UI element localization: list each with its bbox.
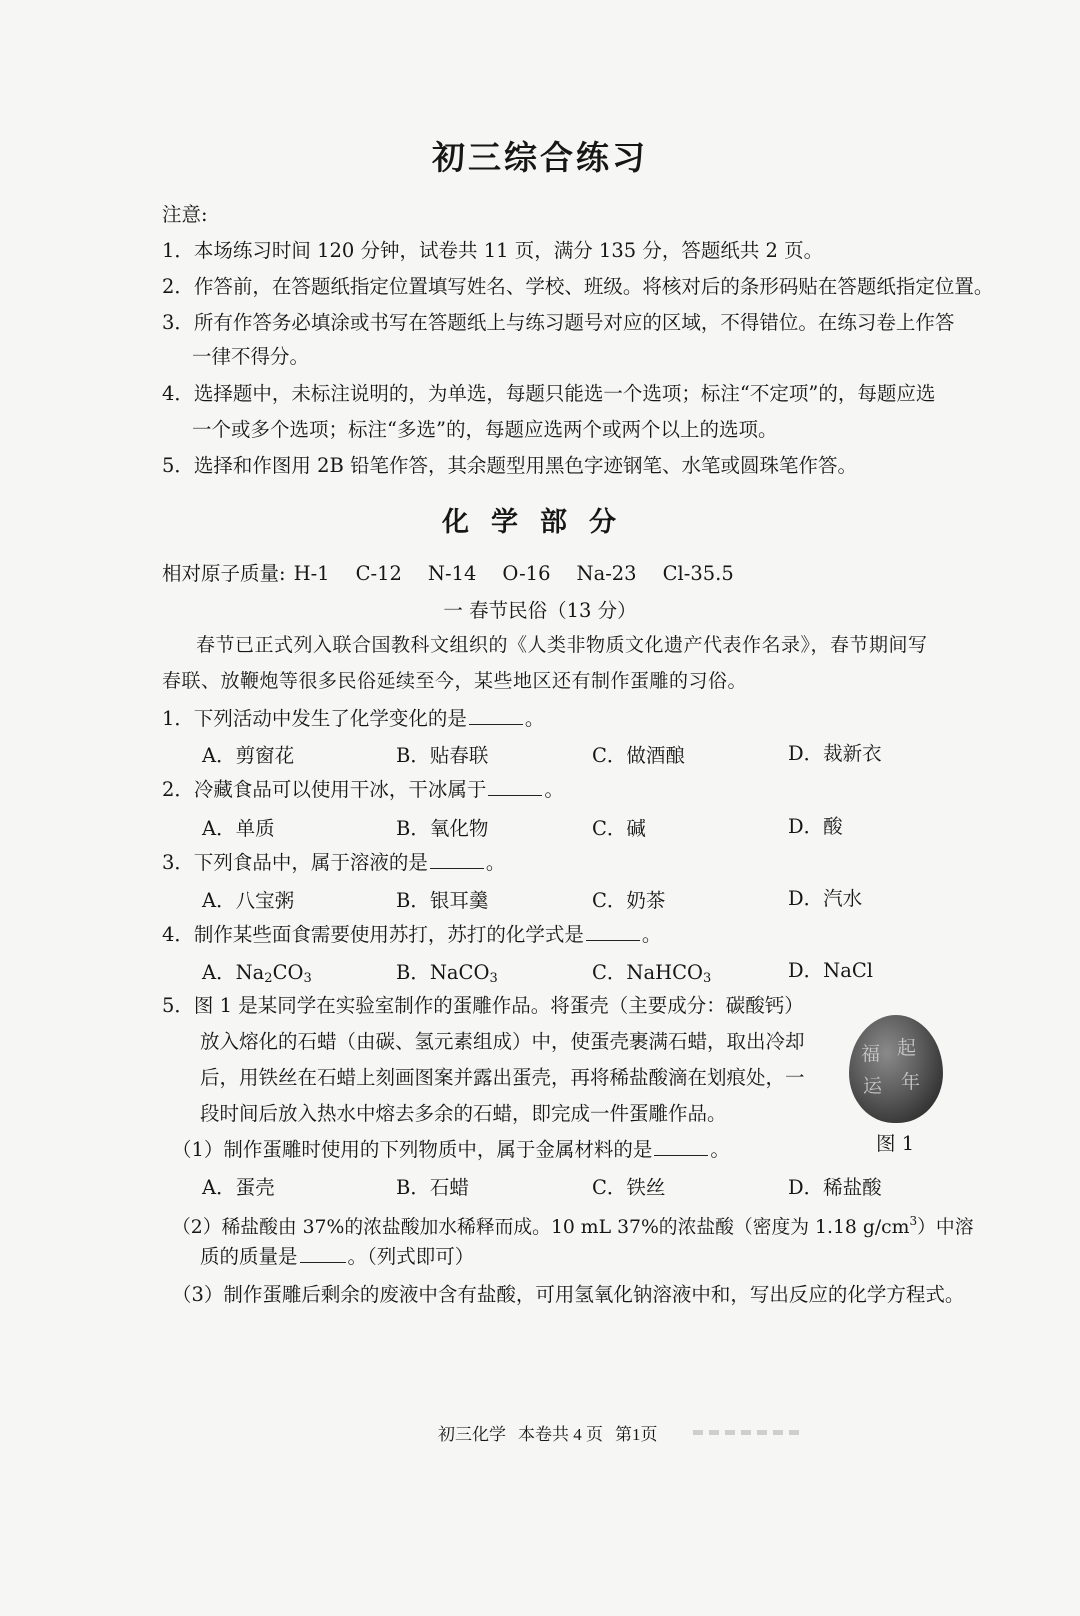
atomic-mass-n: N-14	[427, 562, 477, 585]
atomic-mass-c: C-12	[355, 562, 402, 585]
question-3-end: 。	[485, 851, 506, 874]
question-5-line-4: 段时间后放入热水中熔去多余的石蜡，即完成一件蛋雕作品。	[200, 1102, 727, 1125]
q5-1-option-a: A．蛋壳	[202, 1176, 275, 1199]
q3-option-d: D．汽水	[788, 887, 863, 910]
print-smudge	[693, 1430, 805, 1435]
q3-option-a: A．八宝粥	[202, 889, 295, 912]
egg-carving-figure	[849, 1015, 943, 1123]
question-2-end: 。	[544, 778, 564, 801]
atomic-mass-cl: Cl-35.5	[662, 562, 734, 585]
footer-subject: 初三化学	[438, 1425, 506, 1444]
answer-blank[interactable]	[469, 706, 523, 725]
q1-option-d: D．裁新衣	[788, 742, 882, 765]
q1-option-b: B．贴春联	[396, 744, 489, 767]
answer-blank[interactable]	[586, 922, 640, 941]
egg-char-3: 运	[863, 1075, 883, 1097]
note-item-5: 5．选择和作图用 2B 铅笔作答，其余题型用黑色字迹钢笔、水笔或圆珠笔作答。	[162, 454, 858, 477]
part-title: 一 春节民俗（13 分）	[443, 599, 637, 622]
q2-option-b: B．氧化物	[396, 817, 489, 840]
note-item-4-cont: 一个或多个选项；标注“多选”的，每题应选两个或两个以上的选项。	[192, 418, 778, 441]
question-1-stem	[162, 706, 544, 732]
q2-option-d: D．酸	[788, 815, 843, 838]
question-5-line-3: 后，用铁丝在石蜡上刻画图案并露出蛋壳，再将稀盐酸滴在划痕处，一	[200, 1066, 805, 1089]
answer-blank[interactable]	[654, 1137, 708, 1156]
q4-option-d: D．NaCl	[788, 959, 873, 982]
figure-caption: 图 1	[876, 1132, 915, 1155]
q3-option-c: C．奶茶	[592, 889, 666, 912]
question-4-end: 。	[641, 923, 662, 946]
notes-label: 注意:	[162, 203, 208, 226]
q4-option-b: B．NaCO$_3$	[396, 961, 498, 986]
egg-char-2: 起	[897, 1037, 917, 1059]
note-item-4: 4．选择题中，未标注说明的，为单选，每题只能选一个选项；标注“不定项”的，每题应选	[162, 382, 936, 405]
question-5-1-stem: （1）制作蛋雕时使用的下列物质中，属于金属材料的是 。	[172, 1138, 730, 1161]
question-5-2-line-1: （2）稀盐酸由 37%的浓盐酸加水稀释而成。10 mL 37%的浓盐酸（密度为 1.18 $g/cm^3$）中溶	[172, 1214, 974, 1238]
q2-option-c: C．碱	[592, 817, 646, 840]
q5-1-option-d: D．稀盐酸	[788, 1176, 882, 1199]
q3-option-b: B．银耳羹	[396, 889, 489, 912]
intro-line-2: 春联、放鞭炮等很多民俗延续至今，某些地区还有制作蛋雕的习俗。	[162, 670, 748, 692]
note-item-1: 1．本场练习时间 120 分钟，试卷共 11 页，满分 135 分，答题纸共 2 页。	[162, 239, 824, 262]
page-title: 初三综合练习	[432, 138, 648, 177]
question-1-end: 。	[524, 707, 545, 730]
note-item-2: 2．作答前，在答题纸指定位置填写姓名、学校、班级。将核对后的条形码贴在答题纸指定位置。	[162, 275, 994, 298]
atomic-mass-h: H-1	[293, 562, 330, 585]
footer-pages: 本卷共 4 页	[518, 1425, 603, 1444]
question-1-text: 1．下列活动中发生了化学变化的是	[162, 707, 467, 730]
question-2-text: 2．冷藏食品可以使用干冰，干冰属于	[162, 778, 487, 801]
atomic-mass-na: Na-23	[576, 562, 637, 585]
page-footer	[438, 1420, 670, 1445]
question-5-line-2: 放入熔化的石蜡（由碳、氢元素组成）中，使蛋壳裹满石蜡，取出冷却	[200, 1030, 805, 1053]
q1-option-c: C．做酒酿	[592, 744, 685, 767]
q5-1-option-c: C．铁丝	[592, 1176, 666, 1199]
atomic-mass-o: O-16	[502, 562, 551, 585]
question-4-stem	[162, 922, 661, 948]
question-3-text: 3．下列食品中，属于溶液的是	[162, 851, 428, 874]
footer-page-number: 第1页	[615, 1425, 658, 1444]
answer-blank[interactable]	[300, 1244, 346, 1263]
egg-char-4: 年	[901, 1071, 921, 1093]
q2-option-a: A．单质	[202, 817, 275, 840]
question-5-2-line-2: 质的质量是 。（列式即可）	[200, 1245, 475, 1268]
question-4-text: 4．制作某些面食需要使用苏打，苏打的化学式是	[162, 923, 584, 946]
answer-blank[interactable]	[430, 850, 484, 869]
section-title: 化学部分	[442, 507, 638, 538]
question-5-line-1: 5．图 1 是某同学在实验室制作的蛋雕作品。将蛋壳（主要成分：碳酸钙）	[162, 994, 804, 1017]
question-3-stem	[162, 850, 505, 876]
question-5-3: （3）制作蛋雕后剩余的废液中含有盐酸，可用氢氧化钠溶液中和，写出反应的化学方程式。	[172, 1283, 965, 1306]
answer-blank[interactable]	[488, 777, 542, 796]
egg-char-1: 福	[861, 1043, 881, 1065]
atomic-label: 相对原子质量:	[162, 562, 286, 585]
atomic-masses	[162, 561, 760, 587]
question-2-stem	[162, 777, 564, 803]
note-item-3: 3．所有作答务必填涂或书写在答题纸上与练习题号对应的区域，不得错位。在练习卷上作答	[162, 311, 955, 334]
intro-line-1: 春节已正式列入联合国教科文组织的《人类非物质文化遗产代表作名录》，春节期间写	[196, 634, 928, 656]
q5-1-option-b: B．石蜡	[396, 1176, 469, 1199]
q1-option-a: A．剪窗花	[202, 744, 295, 767]
note-item-3-cont: 一律不得分。	[192, 345, 310, 368]
q4-option-c: C．NaHCO$_3$	[592, 961, 712, 986]
q4-option-a: A．$Na_2CO_3$	[202, 961, 312, 986]
